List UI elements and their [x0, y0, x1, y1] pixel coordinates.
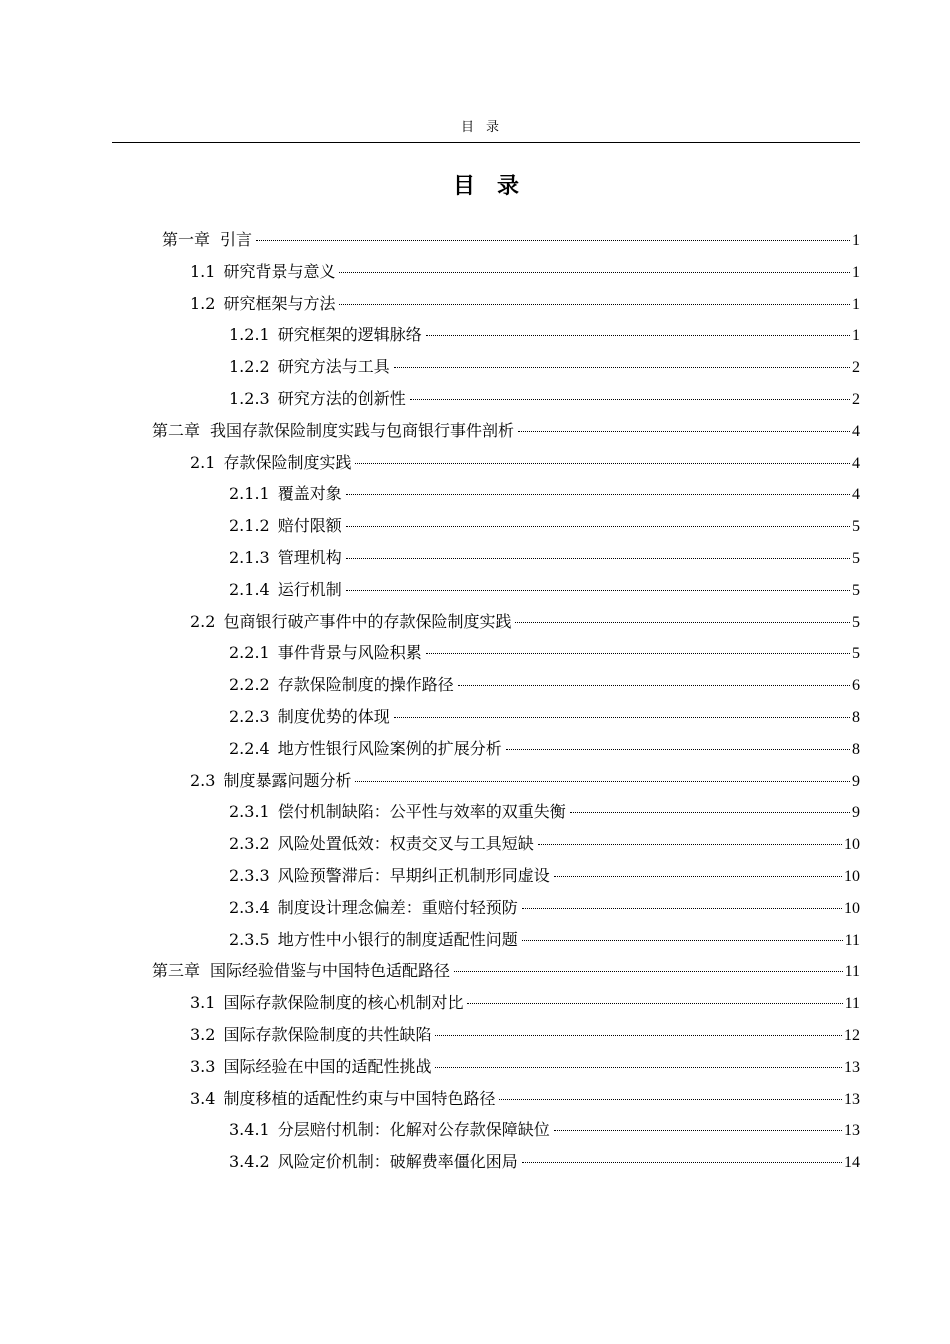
toc-dot-leader	[570, 812, 850, 813]
toc-entry-number: 2.1.1	[229, 484, 270, 504]
toc-entry-title: 国际经验在中国的适配性挑战	[223, 1056, 432, 1076]
toc-dot-leader	[454, 971, 843, 972]
toc-entry-page-number: 1	[852, 263, 860, 281]
toc-entry-title: 风险处置低效：权责交叉与工具短缺	[277, 834, 534, 854]
toc-entry-title: 运行机制	[277, 579, 342, 599]
toc-entry-subsection[interactable]	[229, 641, 860, 665]
toc-entry-page-number: 9	[852, 804, 860, 822]
toc-dot-leader	[394, 717, 850, 718]
toc-dot-leader	[458, 685, 850, 686]
toc-entry-subsection[interactable]	[229, 323, 860, 347]
toc-entry-title: 制度暴露问题分析	[223, 770, 352, 790]
toc-entry-page-number: 1	[852, 232, 860, 249]
toc-entry-page-number: 5	[852, 581, 860, 599]
toc-entry-section[interactable]	[190, 769, 860, 793]
toc-entry-subsection[interactable]	[229, 1118, 860, 1142]
toc-dot-leader	[339, 272, 850, 273]
toc-entry-number: 1.2.1	[229, 325, 270, 345]
toc-dot-leader	[522, 940, 843, 941]
toc-entry-page-number: 6	[852, 677, 860, 695]
toc-dot-leader	[346, 526, 850, 527]
toc-entry-number: 2.3.1	[229, 802, 270, 822]
toc-entry-title: 风险定价机制：破解费率僵化困局	[277, 1152, 518, 1172]
toc-dot-leader	[518, 431, 850, 432]
toc-dot-leader	[346, 558, 850, 559]
toc-entry-title: 研究方法与工具	[277, 357, 390, 377]
toc-dot-leader	[522, 1162, 842, 1163]
toc-entry-title: 研究框架与方法	[223, 293, 336, 313]
toc-entry-number: 1.2	[190, 293, 216, 313]
toc-dot-leader	[355, 781, 850, 782]
toc-entry-title: 国际存款保险制度的核心机制对比	[223, 993, 464, 1013]
toc-entry-chapter[interactable]	[152, 419, 860, 443]
toc-entry-page-number: 13	[844, 1058, 860, 1076]
toc-entry-page-number: 5	[852, 645, 860, 663]
toc-entry-page-number: 5	[852, 613, 860, 631]
toc-entry-subsection[interactable]	[229, 832, 860, 856]
toc-entry-title: 国际经验借鉴与中国特色适配路径	[210, 961, 451, 981]
toc-entry-page-number: 5	[852, 518, 860, 536]
toc-entry-chapter[interactable]	[162, 228, 860, 252]
toc-entry-section[interactable]	[190, 1055, 860, 1079]
toc-entry-number: 2.3.2	[229, 834, 270, 854]
toc-entry-subsection[interactable]	[229, 355, 860, 379]
toc-entry-number: 2.3	[190, 770, 216, 790]
toc-entry-title: 赔付限额	[277, 516, 342, 536]
toc-entry-number: 3.4.1	[229, 1120, 270, 1140]
toc-entry-section[interactable]	[190, 1087, 860, 1111]
toc-dot-leader	[506, 749, 850, 750]
toc-dot-leader	[435, 1035, 842, 1036]
toc-entry-title: 管理机构	[277, 548, 342, 567]
toc-entry-number: 3.4.2	[229, 1152, 270, 1172]
toc-entry-number: 2.3.3	[229, 866, 270, 885]
toc-dot-leader	[538, 844, 842, 845]
toc-dot-leader	[435, 1067, 842, 1068]
toc-entry-title: 研究框架的逻辑脉络	[277, 325, 422, 345]
toc-entry-section[interactable]	[190, 451, 860, 475]
toc-entry-subsection[interactable]	[229, 482, 860, 506]
toc-dot-leader	[410, 399, 850, 400]
toc-entry-subsection[interactable]	[229, 737, 860, 761]
toc-entry-title: 制度移植的适配性约束与中国特色路径	[223, 1088, 496, 1108]
toc-entry-section[interactable]	[190, 260, 860, 284]
toc-dot-leader	[554, 1130, 842, 1131]
toc-entry-page-number: 8	[852, 709, 860, 726]
toc-entry-number: 1.2.2	[229, 357, 270, 377]
toc-entry-section[interactable]	[190, 1023, 860, 1047]
toc-entry-title: 存款保险制度实践	[223, 452, 352, 472]
toc-entry-page-number: 11	[844, 963, 860, 981]
toc-entry-page-number: 10	[844, 868, 860, 885]
toc-entry-subsection[interactable]	[229, 864, 860, 888]
toc-entry-section[interactable]	[190, 991, 860, 1015]
toc-dot-leader	[256, 240, 850, 241]
toc-entry-number: 第三章	[152, 961, 201, 981]
toc-dot-leader	[467, 1003, 842, 1004]
toc-entry-number: 2.1.2	[229, 516, 270, 536]
toc-entry-number: 3.1	[190, 993, 216, 1013]
toc-dot-leader	[339, 304, 850, 305]
toc-dot-leader	[426, 335, 850, 336]
toc-dot-leader	[554, 876, 842, 877]
toc-entry-page-number: 10	[844, 899, 860, 917]
toc-dot-leader	[346, 494, 850, 495]
toc-entry-section[interactable]	[190, 610, 860, 634]
toc-entry-page-number: 4	[852, 454, 860, 472]
header-rule	[112, 142, 860, 143]
toc-entry-title: 地方性银行风险案例的扩展分析	[277, 738, 502, 758]
toc-entry-page-number: 2	[852, 359, 860, 377]
toc-entry-title: 存款保险制度的操作路径	[277, 675, 454, 695]
toc-dot-leader	[346, 590, 850, 591]
toc-entry-title: 制度优势的体现	[277, 707, 390, 726]
toc-entry-page-number: 11	[844, 931, 860, 949]
toc-entry-subsection[interactable]	[229, 896, 860, 920]
toc-entry-page-number: 14	[844, 1154, 860, 1172]
toc-entry-page-number: 4	[852, 422, 860, 440]
toc-entry-page-number: 1	[852, 327, 860, 345]
toc-entry-subsection[interactable]	[229, 673, 860, 697]
toc-entry-page-number: 13	[844, 1122, 860, 1140]
toc-dot-leader	[394, 367, 850, 368]
toc-entry-number: 2.3.4	[229, 897, 270, 917]
toc-dot-leader	[426, 653, 850, 654]
toc-entry-number: 2.2.1	[229, 643, 270, 663]
toc-entry-title: 研究方法的创新性	[277, 389, 406, 408]
toc-dot-leader	[515, 622, 850, 623]
toc-entry-page-number: 5	[852, 550, 860, 567]
toc-dot-leader	[499, 1099, 842, 1100]
toc-entry-number: 3.2	[190, 1025, 216, 1044]
toc-entry-title: 我国存款保险制度实践与包商银行事件剖析	[210, 420, 515, 440]
toc-entry-number: 第二章	[152, 420, 201, 440]
toc-entry-page-number: 4	[852, 486, 860, 504]
toc-entry-page-number: 2	[852, 391, 860, 408]
toc-entry-page-number: 11	[844, 995, 860, 1013]
toc-entry-subsection[interactable]	[229, 705, 860, 729]
toc-entry-number: 1.1	[190, 261, 216, 281]
toc-entry-number: 2.1.3	[229, 548, 270, 567]
toc-entry-title: 引言	[220, 230, 253, 249]
toc-entry-title: 风险预警滞后：早期纠正机制形同虚设	[277, 866, 550, 885]
toc-entry-number: 2.2.2	[229, 675, 270, 695]
toc-entry-number: 2.2.4	[229, 738, 270, 758]
toc-entry-page-number: 10	[844, 836, 860, 854]
toc-entry-subsection[interactable]	[229, 928, 860, 952]
running-header: 目录	[460, 120, 511, 135]
toc-entry-title: 分层赔付机制：化解对公存款保障缺位	[277, 1120, 550, 1140]
toc-entry-page-number: 1	[852, 295, 860, 313]
toc-entry-chapter[interactable]	[152, 959, 860, 983]
toc-entry-subsection[interactable]	[229, 1150, 860, 1174]
toc-entry-subsection[interactable]	[229, 546, 860, 570]
toc-entry-title: 覆盖对象	[277, 484, 342, 504]
toc-entry-number: 3.4	[190, 1088, 216, 1108]
toc-entry-subsection[interactable]	[229, 578, 860, 602]
toc-entry-number: 第一章	[162, 230, 211, 249]
toc-entry-number: 2.2.3	[229, 707, 270, 726]
toc-entry-title: 制度设计理念偏差：重赔付轻预防	[277, 897, 518, 917]
toc-entry-number: 2.1	[190, 452, 216, 472]
toc-dot-leader	[355, 463, 850, 464]
toc-entry-page-number: 13	[844, 1090, 860, 1108]
toc-entry-page-number: 9	[852, 772, 860, 790]
toc-entry-page-number: 12	[844, 1027, 860, 1044]
toc-entry-page-number: 8	[852, 740, 860, 758]
toc-entry-title: 地方性中小银行的制度适配性问题	[277, 929, 518, 949]
toc-entry-number: 2.1.4	[229, 579, 270, 599]
toc-title: 目录	[452, 174, 541, 199]
toc-entry-title: 研究背景与意义	[223, 261, 336, 281]
toc-entry-subsection[interactable]	[229, 800, 860, 824]
toc-entry-number: 3.3	[190, 1056, 216, 1076]
toc-entry-title: 偿付机制缺陷：公平性与效率的双重失衡	[277, 802, 566, 822]
toc-entry-title: 国际存款保险制度的共性缺陷	[223, 1025, 432, 1044]
toc-entry-section[interactable]	[190, 292, 860, 316]
toc-entry-number: 1.2.3	[229, 389, 270, 408]
toc-entry-subsection[interactable]	[229, 514, 860, 538]
toc-entry-title: 事件背景与风险积累	[277, 643, 422, 663]
toc-entry-number: 2.2	[190, 611, 216, 631]
toc-entry-title: 包商银行破产事件中的存款保险制度实践	[223, 611, 512, 631]
toc-entry-number: 2.3.5	[229, 929, 270, 949]
toc-dot-leader	[522, 908, 842, 909]
toc-entry-subsection[interactable]	[229, 387, 860, 411]
